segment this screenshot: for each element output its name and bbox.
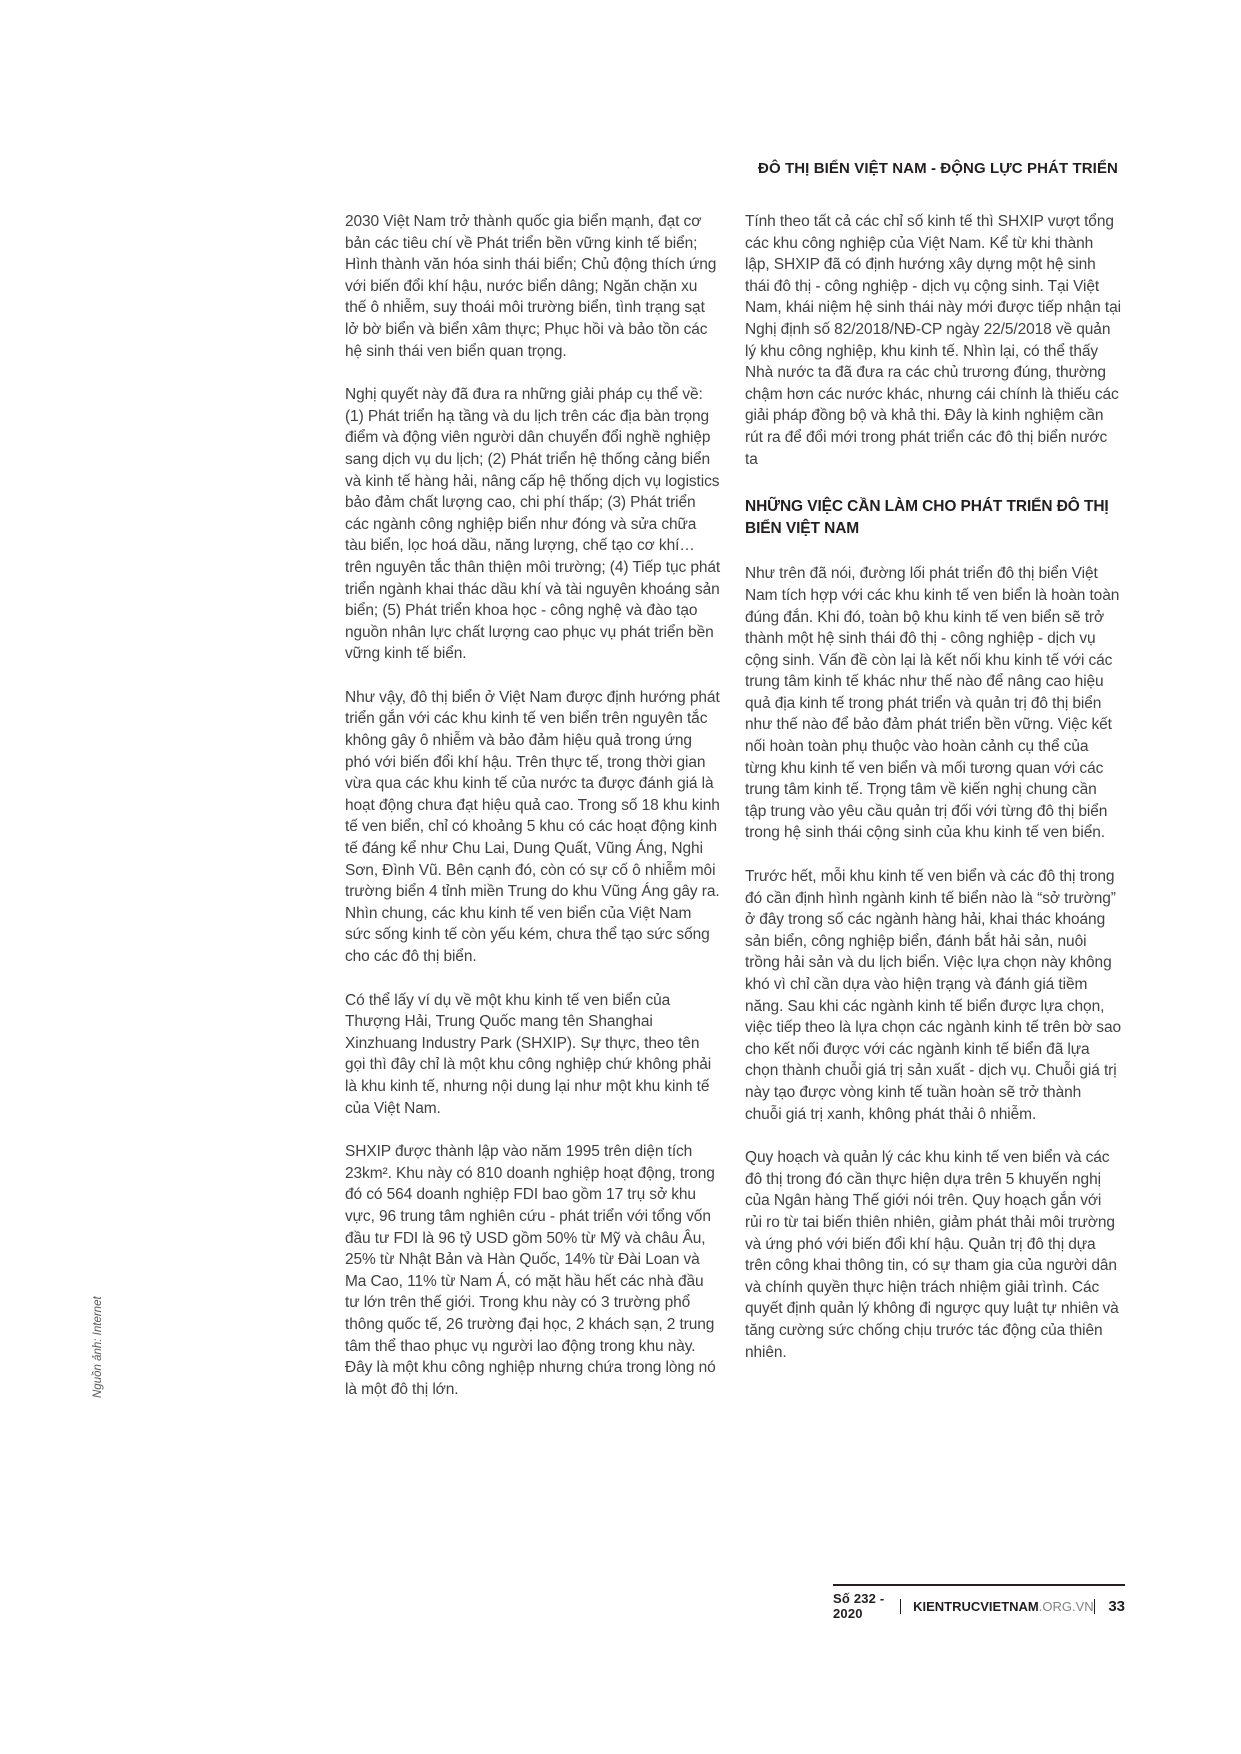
- running-header: ĐÔ THỊ BIỂN VIỆT NAM - ĐỘNG LỰC PHÁT TRIỂN: [758, 160, 1118, 177]
- photo-credit: Nguồn ảnh: Internet: [92, 1296, 104, 1398]
- page-footer: [833, 1584, 1125, 1621]
- section-heading: NHỮNG VIỆC CẦN LÀM CHO PHÁT TRIỂN ĐÔ THỊ BIỂN VIỆT NAM: [745, 498, 1109, 537]
- footer-issue: Số 232 - 2020: [833, 1591, 885, 1621]
- body-paragraph: Quy hoạch và quản lý các khu kinh tế ven biển và các đô thị trong đó cần thực hiện dựa trên 5 khuyến nghị của Ngân hàng Thế giới nói trên. Quy hoạch gắn với rủi ro từ tai biến thiên nhiên, giảm phát thải môi trường và ứng phó với biến đổi khí hậu. Quản trị đô thị dựa trên công khai thông tin, có sự tham gia của người dân và chính quyền thực hiện trách nhiệm giải trình. Các quyết định quản lý không đi ngược quy luật tự nhiên và tăng cường sức chống chịu trước tác động của thiên nhiên.: [745, 1149, 1119, 1361]
- body-paragraph: Như trên đã nói, đường lối phát triển đô thị biển Việt Nam tích hợp với các khu kinh tế ven biển là hoàn toàn đúng đắn. Khi đó, toàn bộ khu kinh tế ven biển sẽ trở thành một hệ sinh thái đô thị - công nghiệp - dịch vụ cộng sinh. Vấn đề còn lại là kết nối khu kinh tế với các trung tâm kinh tế khác như thế nào để nâng cao hiệu quả địa kinh tế trong phát triển và quản trị đô thị biển như thế nào để bảo đảm phát triển bền vững. Việc kết nối hoàn toàn phụ thuộc vào hoàn cảnh cụ thể của từng khu kinh tế ven biển và mối tương quan với các trung tâm kinh tế. Trọng tâm về kiến nghị chung cần tập trung vào yêu cầu quản trị đối với từng đô thị biển trong hệ sinh thái cộng sinh của khu kinh tế ven biển.: [745, 565, 1120, 842]
- footer-site-domain: .ORG.VN: [1038, 1598, 1094, 1614]
- footer-divider: [900, 1599, 901, 1614]
- body-paragraph: Có thể lấy ví dụ về một khu kinh tế ven biển của Thượng Hải, Trung Quốc mang tên Shanghai Xinzhuang Industry Park (SHXIP). Sự thực, theo tên gọi thì đây chỉ là một khu công nghiệp chứ không phải là khu kinh tế, nhưng nội dung lại như một khu kinh tế của Việt Nam.: [345, 991, 712, 1117]
- right-column: [745, 211, 1121, 1422]
- body-paragraph: Tính theo tất cả các chỉ số kinh tế thì SHXIP vượt tổng các khu công nghiệp của Việt Nam. Kể từ khi thành lập, SHXIP đã có định hướng xây dựng một hệ sinh thái đô thị - công nghiệp - dịch vụ cộng sinh. Tại Việt Nam, khái niệm hệ sinh thái này mới được tiếp nhận tại Nghị định số 82/2018/NĐ-CP ngày 22/5/2018 về quản lý khu công nghiệp, khu kinh tế. Nhìn lại, có thể thấy Nhà nước ta đã đưa ra các chủ trương đúng, thường chậm hơn các nước khác, nhưng cái chính là thiếu các giải pháp đồng bộ và khả thi. Đây là kinh nghiệm cần rút ra để đổi mới trong phát triển các đô thị biển nước ta: [745, 213, 1121, 468]
- body-paragraph: 2030 Việt Nam trở thành quốc gia biển mạnh, đạt cơ bản các tiêu chí về Phát triển bền vững kinh tế biển; Hình thành văn hóa sinh thái biển; Chủ động thích ứng với biến đổi khí hậu, nước biển dâng; Ngăn chặn xu thế ô nhiễm, suy thoái môi trường biển, tình trạng sạt lở bờ biển và biển xâm thực; Phục hồi và bảo tồn các hệ sinh thái ven biển quan trọng.: [345, 213, 717, 360]
- body-paragraph: Như vậy, đô thị biển ở Việt Nam được định hướng phát triển gắn với các khu kinh tế ven biển trên nguyên tắc không gây ô nhiễm và bảo đảm hiệu quả trong ứng phó với biến đổi khí hậu. Trên thực tế, trong thời gian vừa qua các khu kinh tế của nước ta được đánh giá là hoạt động chưa đạt hiệu quả cao. Trong số 18 khu kinh tế ven biển, chỉ có khoảng 5 khu có các hoạt động kinh tế đáng kể như Chu Lai, Dung Quất, Vũng Áng, Nghi Sơn, Đình Vũ. Bên cạnh đó, còn có sự cố ô nhiễm môi trường biển 4 tỉnh miền Trung do khu Vũng Áng gây ra. Nhìn chung, các khu kinh tế ven biển của Việt Nam sức sống kinh tế còn yếu kém, chưa thể tạo sức sống cho các đô thị biển.: [345, 688, 720, 965]
- article-body: [345, 211, 1121, 1422]
- footer-divider: [1094, 1599, 1095, 1614]
- body-paragraph: Trước hết, mỗi khu kinh tế ven biển và các đô thị trong đó cần định hình ngành kinh tế biển nào là “sở trường” ở đây trong số các ngành hàng hải, khai thác khoáng sản biển, công nghiệp biển, đánh bắt hải sản, nuôi trồng hải sản và du lịch biển. Việc lựa chọn này không khó vì chỉ cần dựa vào hiện trạng và đánh giá tiềm năng. Sau khi các ngành kinh tế biển được lựa chọn, việc tiếp theo là lựa chọn các ngành kinh tế trên bờ sao cho kết nối được với các ngành kinh tế biển đã lựa chọn thành chuỗi giá trị sản xuất - dịch vụ. Chuỗi giá trị này tạo được vòng kinh tế tuần hoàn sẽ trở thành chuỗi giá trị xanh, không phát thải ô nhiễm.: [745, 868, 1121, 1123]
- body-paragraph: Nghị quyết này đã đưa ra những giải pháp cụ thể về: (1) Phát triển hạ tầng và du lịch trên các địa bàn trọng điểm và động viên người dân chuyển đổi nghề nghiệp sang dịch vụ du lịch; (2) Phát triển hệ thống cảng biển và kinh tế hàng hải, nâng cấp hệ thống dịch vụ logistics bảo đảm chất lượng cao, chi phí thấp; (3) Phát triển các ngành công nghiệp biển như đóng và sửa chữa tàu biển, lọc hoá dầu, năng lượng, chế tạo cơ khí… trên nguyên tắc thân thiện môi trường; (4) Tiếp tục phát triển ngành khai thác dầu khí và tài nguyên khoáng sản biển; (5) Phát triển khoa học - công nghệ và đào tạo nguồn nhân lực chất lượng cao phục vụ phát triển bền vững kinh tế biển.: [345, 386, 721, 663]
- left-column: [345, 211, 721, 1422]
- body-paragraph: SHXIP được thành lập vào năm 1995 trên diện tích 23km². Khu này có 810 doanh nghiệp hoạt động, trong đó có 564 doanh nghiệp FDI bao gồm 17 trụ sở khu vực, 96 trung tâm nghiên cứu - phát triển với tổng vốn đầu tư FDI là 96 tỷ USD gồm 50% từ Mỹ và châu Âu, 25% từ Nhật Bản và Hàn Quốc, 14% từ Đài Loan và Ma Cao, 11% từ Nam Á, có mặt hầu hết các nhà đầu tư lớn trên thế giới. Trong khu này có 3 trường phổ thông quốc tế, 26 trường đại học, 2 khách sạn, 2 trung tâm thể thao phục vụ người lao động trong khu này. Đây là một khu công nghiệp nhưng chứa trong lòng nó là một đô thị lớn.: [345, 1143, 716, 1398]
- footer-site-name: KIENTRUCVIETNAM: [913, 1598, 1039, 1614]
- footer-site: [913, 1599, 1094, 1614]
- footer-page-number: 33: [1108, 1597, 1126, 1615]
